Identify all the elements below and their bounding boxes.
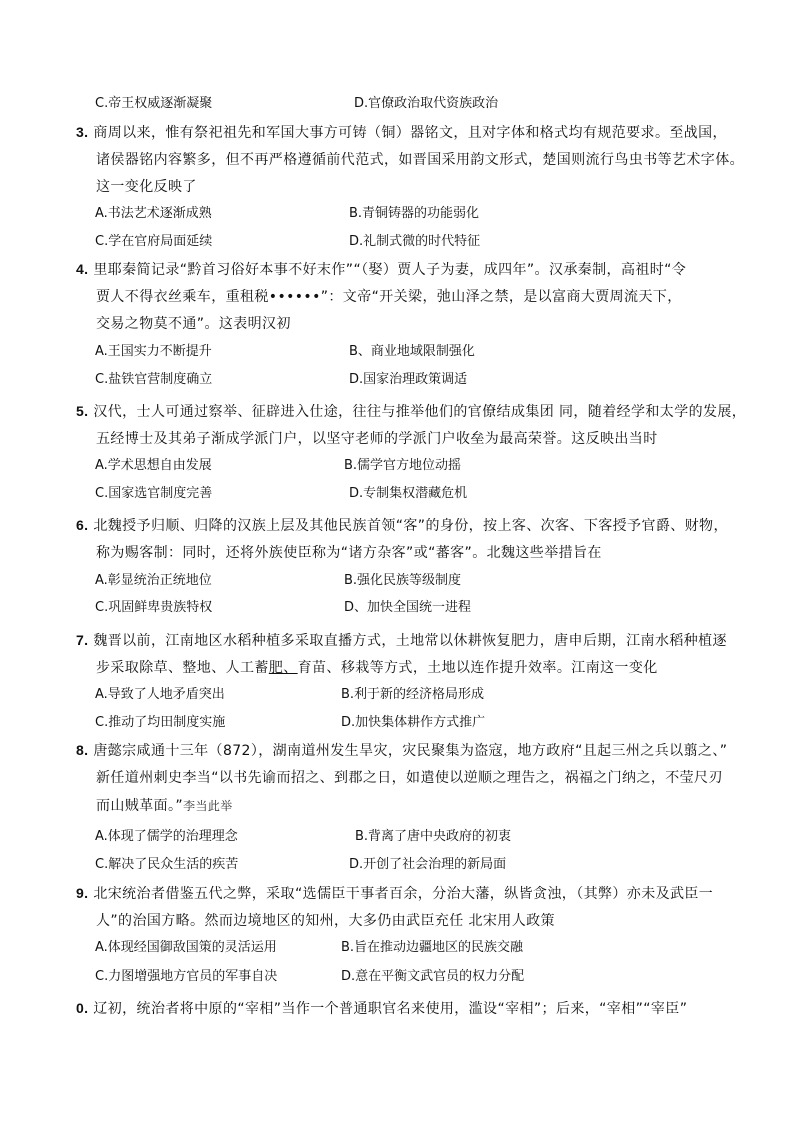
q4-option-b: B、商业地域限制强化 <box>349 344 475 359</box>
q6-option-a: A.彰显统治正统地位 <box>95 573 212 588</box>
q7-option-a: A.导致了人地矛盾突出 <box>95 687 225 702</box>
q5-option-d: D.专制集权潜藏危机 <box>349 486 468 501</box>
q6-number: 6. <box>76 517 89 533</box>
q3-option-b: B.青铜铸器的功能弱化 <box>349 206 480 221</box>
q5-option-c: C.国家选官制度完善 <box>95 486 213 501</box>
q8-line-2: 新任道州刺史李当“以书先谕而招之、到郡之日，如遣使以逆顺之理告之，祸福之门纳之，不莹尺刃 <box>96 770 723 786</box>
q4-option-a: A.王国实力不断提升 <box>95 344 212 359</box>
q7-text-2a: 步采取除草、整地、人工蓄 <box>96 660 269 676</box>
q4-line-3: 交易之物莫不通”。这表明汉初 <box>96 316 291 332</box>
q7-option-d: D.加快集体耕作方式推广 <box>341 715 486 730</box>
q7-option-b: B.利于新的经济格局形成 <box>341 687 485 702</box>
q6-option-b: B.强化民族等级制度 <box>344 573 462 588</box>
q8-line-1 <box>76 740 727 761</box>
q6-line-1 <box>76 515 728 536</box>
q7-underlined-text: 肥、 <box>268 660 298 676</box>
q3-option-d: D.礼制式微的时代特征 <box>349 234 481 249</box>
q5-number: 5. <box>76 403 89 419</box>
q7-number: 7. <box>76 632 89 648</box>
q10-text-1: 辽初，统治者将中原的“宰相”当作一个普通职官名来使用，滥设“宰相”；后来，“宰相”“宰臣” <box>93 1001 688 1017</box>
q8-option-d: D.开创了社会治理的新局面 <box>349 857 507 872</box>
q5-line-2: 五经博士及其弟子渐成学派门户，以坚守老师的学派门户收垒为最高荣誉。这反映出当时 <box>96 431 658 447</box>
q8-line-3 <box>96 796 233 816</box>
q3-line-2: 诸侯器铭内容繁多，但不再严格遵循前代范式，如晋国采用韵文形式，楚国则流行鸟虫书等艺术字体。 <box>96 152 744 168</box>
q4-text-1: 里耶秦简记录“黔首习俗好本事不好末作”“（娶）贾人子为妻，成四年”。汉承秦制，高祖时“令 <box>93 262 687 278</box>
q6-text-1: 北魏授予归顺、归降的汉族上层及其他民族首领“客”的身份，按上客、次客、下客授予官爵、财物， <box>93 518 728 534</box>
q10-line-1 <box>76 998 687 1019</box>
q9-option-c: C.力图增强地方官员的军事自决 <box>95 969 278 984</box>
q8-number: 8. <box>76 742 89 758</box>
q8-note: 李当此举 <box>183 799 233 813</box>
q9-text-1: 北宋统治者借鉴五代之弊，采取“选儒臣干事者百余，分治大藩，纵皆贪浊，（其弊）亦未及武臣一 <box>93 886 714 902</box>
q3-option-a: A.书法艺术逐渐成熟 <box>95 206 212 221</box>
q4-option-c: C.盐铁官营制度确立 <box>95 372 213 387</box>
q6-option-c: C.巩固鲜卑贵族特权 <box>95 600 213 615</box>
q4-line-2: 贾人不得衣丝乘车，重租税••••••”：文帝“开关梁，弛山泽之禁，是以富商大贾周流天下， <box>96 289 682 305</box>
q4-number: 4. <box>76 261 89 277</box>
q7-text-1: 魏晋以前，江南地区水稻种植多采取直播方式，土地常以休耕恢复肥力，唐申后期，江南水稻种植逐 <box>93 633 727 649</box>
q3-line-1 <box>76 122 727 143</box>
q3-line-3: 这一变化反映了 <box>96 179 197 195</box>
q9-option-d: D.意在平衡文武官员的权力分配 <box>341 969 525 984</box>
q6-option-d: D、加快全国统一进程 <box>344 600 472 615</box>
q4-option-d: D.国家治理政策调适 <box>349 372 468 387</box>
q3-text-1: 商周以来，惟有祭祀祖先和军国大事方可铸（铜）器铭文，且对字体和格式均有规范要求。至战国， <box>93 125 727 141</box>
q5-option-a: A.学术思想自由发展 <box>95 458 212 473</box>
q9-line-2: 人”的治国方略。然而边境地区的知州，大多仍由武臣充任 北宋用人政策 <box>96 913 555 929</box>
q8-text-3: 而山贼革面。” <box>96 798 184 814</box>
q7-text-2b: 育苗、移栽等方式，土地以连作提升效率。江南这一变化 <box>297 660 658 676</box>
q2-option-d: D.官僚政治取代资族政治 <box>354 96 499 111</box>
q5-option-b: B.儒学官方地位动摇 <box>344 458 462 473</box>
q5-text-1: 汉代，士人可通过察举、征辟进入仕途，往往与推举他们的官僚结成集团 同，随着经学和太学的发展， <box>93 404 747 420</box>
q9-line-1 <box>76 883 713 904</box>
q8-option-b: B.背离了唐中央政府的初衷 <box>355 829 512 844</box>
q5-line-1 <box>76 401 746 422</box>
q3-number: 3. <box>76 124 89 140</box>
q6-line-2: 称为赐客制：同时，还将外族使臣称为“诸方杂客”或“蕃客”。北魏这些举措旨在 <box>96 545 602 561</box>
q9-option-a: A.体现经国御敌国策的灵活运用 <box>95 940 277 955</box>
q9-number: 9. <box>76 885 89 901</box>
q8-option-a: A.体现了儒学的治理理念 <box>95 829 238 844</box>
q10-number: 0. <box>76 1000 89 1016</box>
q4-line-1 <box>76 259 686 280</box>
q8-text-1: 唐懿宗咸通十三年（872），湖南道州发生旱灾，灾民聚集为盗寇，地方政府“且起三州之兵以翦之、” <box>93 743 728 759</box>
q7-line-1 <box>76 630 727 651</box>
q8-option-c: C.解决了民众生活的疾苦 <box>95 857 239 872</box>
q2-option-c: C.帝王权威逐渐凝聚 <box>95 96 213 111</box>
q3-option-c: C.学在官府局面延续 <box>95 234 213 249</box>
q7-line-2 <box>96 658 658 678</box>
q7-option-c: C.推动了均田制度实施 <box>95 715 226 730</box>
q9-option-b: B.旨在推动边疆地区的民族交融 <box>341 940 524 955</box>
